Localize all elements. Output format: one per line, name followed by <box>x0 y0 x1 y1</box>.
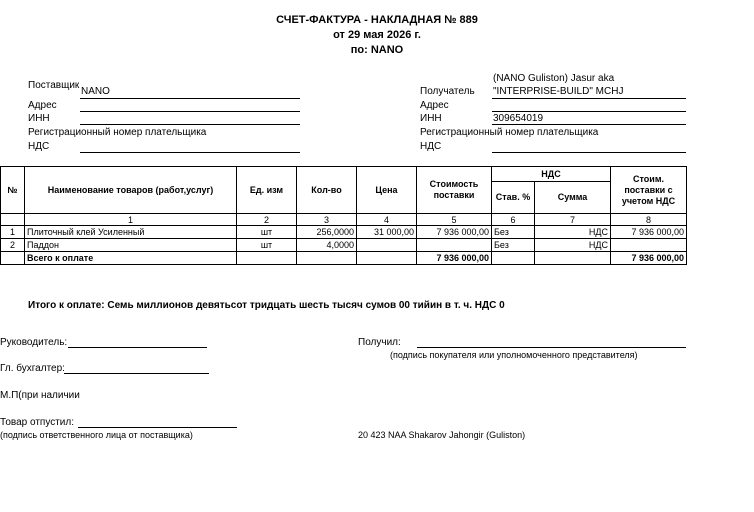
row-vat-sum: НДС <box>535 226 611 239</box>
recipient-vat-label: НДС <box>420 141 442 152</box>
released-note: (подпись ответственного лица от поставщика) <box>0 430 193 440</box>
header-total: Стоим. поставки с учетом НДС <box>611 167 687 214</box>
supplier-reg-label: Регистрационный номер плательщика <box>28 127 207 138</box>
col-number: 7 <box>535 214 611 226</box>
supplier-vat-line <box>80 152 300 153</box>
column-number-row <box>1 214 687 226</box>
recipient-inn-value: 309654019 <box>493 113 544 124</box>
supplier-inn-line <box>80 124 300 125</box>
col-number: 8 <box>611 214 687 226</box>
row-qty: 256,0000 <box>297 226 357 239</box>
header-cost: Стоимость поставки <box>417 167 492 214</box>
accountant-sign-line <box>64 373 209 374</box>
invoice-title: СЧЕТ-ФАКТУРА - НАКЛАДНАЯ № 889 <box>276 14 478 26</box>
col-number: 1 <box>25 214 237 226</box>
recipient-address-line <box>492 111 686 112</box>
released-sign-line <box>78 427 237 428</box>
row-unit: шт <box>237 239 297 252</box>
footer-code: 20 423 NAA Shakarov Jahongir (Guliston) <box>358 430 526 440</box>
supplier-vat-label: НДС <box>28 141 50 152</box>
total-row <box>1 252 687 265</box>
row-cost <box>417 239 492 252</box>
accountant-label: Гл. бухгалтер: <box>0 363 65 374</box>
total-label: Всего к оплате <box>25 252 237 265</box>
col-number: 6 <box>492 214 535 226</box>
total-with-vat: 7 936 000,00 <box>611 252 687 265</box>
recipient-reg-label: Регистрационный номер плательщика <box>420 127 599 138</box>
received-sign-line <box>417 347 686 348</box>
header-vat: НДС <box>492 167 611 182</box>
row-price <box>357 239 417 252</box>
director-label: Руководитель: <box>0 337 68 348</box>
col-number: 5 <box>417 214 492 226</box>
supplier-address-line <box>80 111 300 112</box>
recipient-vat-line <box>492 152 686 153</box>
director-sign-line <box>68 347 207 348</box>
row-unit: шт <box>237 226 297 239</box>
header-no: № <box>1 167 25 214</box>
recipient-label: Получатель <box>420 86 475 97</box>
row-total <box>611 239 687 252</box>
row-vat-sum: НДС <box>535 239 611 252</box>
header-price: Цена <box>357 167 417 214</box>
supplier-name: NANO <box>81 86 110 97</box>
invoice-by: по: NANO <box>350 44 404 56</box>
total-in-words: Итого к оплате: Семь миллионов девятьсот тридцать шесть тысяч сумов 00 тийин в т. ч. НДС 0 <box>28 300 505 311</box>
supplier-inn-label: ИНН <box>28 113 50 124</box>
recipient-name-line1: (NANO Guliston) Jasur aka <box>493 73 615 84</box>
col-number: 4 <box>357 214 417 226</box>
supplier-address-label: Адрес <box>28 100 57 111</box>
row-qty: 4,0000 <box>297 239 357 252</box>
table-row <box>1 239 687 252</box>
header-name: Наименование товаров (работ,услуг) <box>25 167 237 214</box>
row-cost: 7 936 000,00 <box>417 226 492 239</box>
recipient-address-label: Адрес <box>420 100 449 111</box>
header-unit: Ед. изм <box>237 167 297 214</box>
recipient-inn-label: ИНН <box>420 113 442 124</box>
row-price: 31 000,00 <box>357 226 417 239</box>
col-number: 2 <box>237 214 297 226</box>
row-no: 1 <box>1 226 25 239</box>
invoice-date: от 29 мая 2026 г. <box>333 29 421 41</box>
row-no: 2 <box>1 239 25 252</box>
supplier-name-line <box>80 98 300 99</box>
received-label: Получил: <box>358 337 401 348</box>
items-table <box>0 166 687 265</box>
received-note: (подпись покупателя или уполномоченного представителя) <box>390 350 638 360</box>
header-vat-sum: Сумма <box>535 182 611 214</box>
recipient-inn-line <box>492 124 686 125</box>
row-vat-rate: Без <box>492 226 535 239</box>
released-label: Товар отпустил: <box>0 417 74 428</box>
row-vat-rate: Без <box>492 239 535 252</box>
header-qty: Кол-во <box>297 167 357 214</box>
col-number: 3 <box>297 214 357 226</box>
recipient-name-line <box>492 98 686 99</box>
row-total: 7 936 000,00 <box>611 226 687 239</box>
recipient-name-line2: "INTERPRISE-BUILD" MCHJ <box>493 86 624 97</box>
row-name: Плиточный клей Усиленный <box>25 226 237 239</box>
stamp-label: М.П(при наличии <box>0 390 80 401</box>
supplier-label: Поставщик <box>28 80 80 91</box>
row-name: Паддон <box>25 239 237 252</box>
table-row <box>1 226 687 239</box>
total-cost: 7 936 000,00 <box>417 252 492 265</box>
header-vat-rate: Став. % <box>492 182 535 214</box>
